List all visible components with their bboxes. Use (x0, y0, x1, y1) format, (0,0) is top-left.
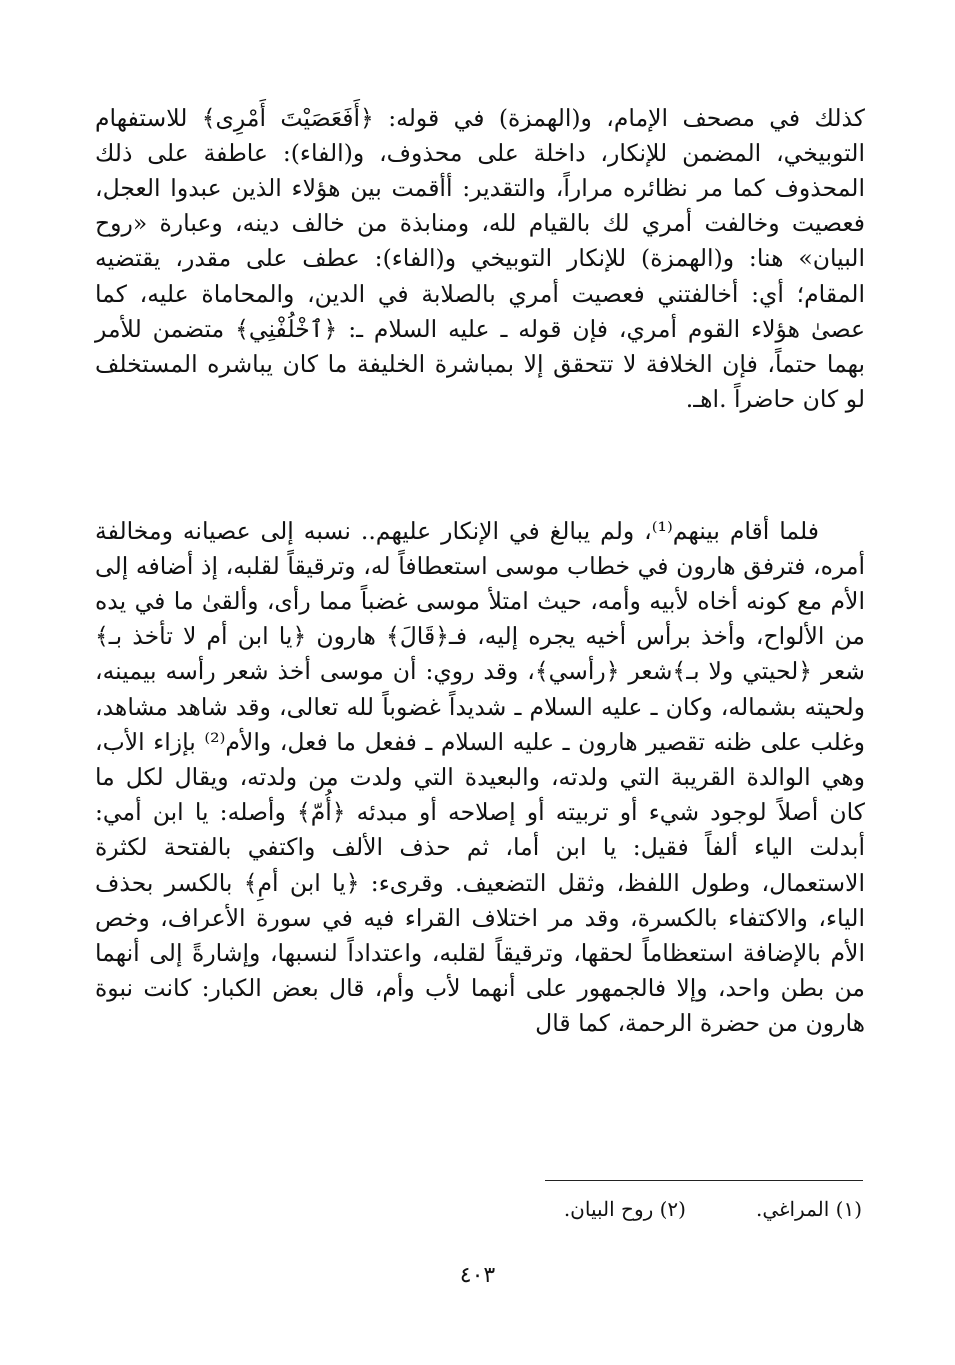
footnote-2: (٢) روح البيان. (563, 1197, 686, 1221)
page-number: ٤٠٣ (459, 1263, 496, 1288)
footnote-1: (١) المراغي. (755, 1197, 862, 1221)
footnotes (92, 1194, 862, 1224)
body-paragraph: فلما أقام بينهم⁽¹⁾، ولم يبالغ في الإنكار عليهم.. نسبه إلى عصيانه ومخالفة أمره، فترفق هارون في خطاب موسى استعطافاً له، وترقيقاً لقلبه، إذ أضافه إلى الأم مع كونه أخاه لأبيه وأمه، حيث امتلأ موسى غضباً مما رأى، وألقىٰ ما في يده من الألواح، وأخذ برأس أخيه يجره إليه، فـ﴿قَالَ﴾ هارون ﴿يا ابن أم لا تأخذ بـ﴾شعر ﴿لحيتي ولا بـ﴾شعر ﴿رأسي﴾، وقد روي: أن موسى أخذ شعر رأسه بيمينه، ولحيته بشماله، وكان ـ عليه السلام ـ شديداً غضوباً لله تعالى، وقد شاهد مشاهد، وغلب على ظنه تقصير هارون ـ عليه السلام ـ ففعل ما فعل، والأم⁽²⁾ بإزاء الأب، وهي الوالدة القريبة التي ولدته، والبعيدة التي ولدت من ولدته، ويقال لكل ما كان أصلاً لوجود شيء أو تربيته أو إصلاحه أو مبدئه ﴿أُمّ﴾ وأصله: يا ابن أمي: أبدلت الياء ألفاً فقيل: يا ابن أما، ثم حذف الألف واكتفي بالفتحة لكثرة الاستعمال، وطول اللفظ، وثقل التضعيف. وقرىء: ﴿يا ابن أمِ﴾ بالكسر بحذف الياء، والاكتفاء بالكسرة، وقد مر اختلاف القراء فيه في سورة الأعراف، وخص الأم بالإضافة استعظاماً لحقها، وترقيقاً لقلبه، واعتداداً لنسبها، وإشارةً إلى أنهما من بطن واحد، وإلا فالجمهور على أنهما لأب وأم، قال بعض الكبار: كانت نبوة هارون من حضرة الرحمة، كما قال (95, 516, 865, 1038)
body-paragraph: كذلك في مصحف الإمام، و(الهمزة) في قوله: ﴿أَفَعَصَيْتَ أَمْرِى﴾ للاستفهام التوبيخي، المضمن للإنكار، داخلة على محذوف، و(الفاء): عاطفة على ذلك المحذوف كما مر نظائره مراراً، والتقدير: أأقمت بين هؤلاء الذين عبدوا العجل، فعصيت وخالفت أمري لك بالقيام لله، ومنابذة من خالف دينه، وعبارة «روح البيان» هنا: و(الهمزة) للإنكار التوبيخي و(الفاء): عطف على مقدر، يقتضيه المقام؛ أي: أخالفتني فعصيت أمري بالصلابة في الدين، والمحاماة عليه، كما عصىٰ هؤلاء القوم أمري، فإن قوله ـ عليه السلام ـ: ﴿ٱخْلُفْنِي﴾ متضمن للأمر بهما حتماً، فإن الخلافة لا تتحقق إلا بمباشرة الخليفة ما كان يباشره المستخلف لو كان حاضراً .اهـ. (95, 103, 865, 414)
footnote-divider (545, 1180, 863, 1181)
